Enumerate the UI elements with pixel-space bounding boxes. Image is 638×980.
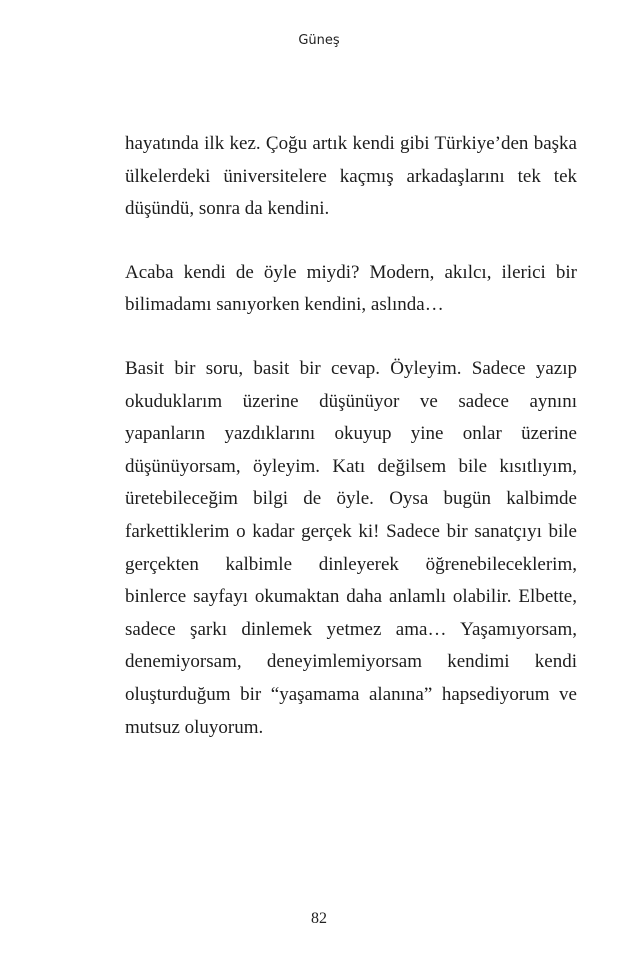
paragraph-1: hayatında ilk kez. Çoğu artık kendi gibi Türkiye’den başka ülkelerdeki üniversitelere kaçmış arkadaşlarını tek tek düşündü, sonra da kendini. <box>125 133 577 220</box>
page-number: 82 <box>311 910 327 927</box>
paragraph-2: Acaba kendi de öyle miydi? Modern, akılcı, ilerici bir bilimadamı sanıyorken kendini, aslında… <box>125 261 577 316</box>
running-title: Güneş <box>298 33 340 48</box>
body-text <box>125 128 577 744</box>
paragraph-3: Basit bir soru, basit bir cevap. Öyleyim. Sadece yazıp okuduklarım üzerine düşünüyor ve sadece aynını yapanların yazdıklarını okuyup yine onlar üzerine düşünüyorsam, öyleyim. Katı değilsem bile kısıtlıyım, üretebileceğim bilgi de öyle. Oysa bugün kalbimde farkettiklerim o kadar gerçek ki! Sadece bir sanatçıyı bile gerçekten kalbimle dinleyerek öğrenebileceklerim, binlerce sayfayı okumaktan daha anlamlı olabilir. Elbette, sadece şarkı dinlemek yetmez ama… Yaşamıyorsam, denemiyorsam, deneyimlemiyorsam kendimi kendi oluşturduğum bir “yaşamama alanına” hapsediyorum ve mutsuz oluyorum. <box>125 357 577 738</box>
